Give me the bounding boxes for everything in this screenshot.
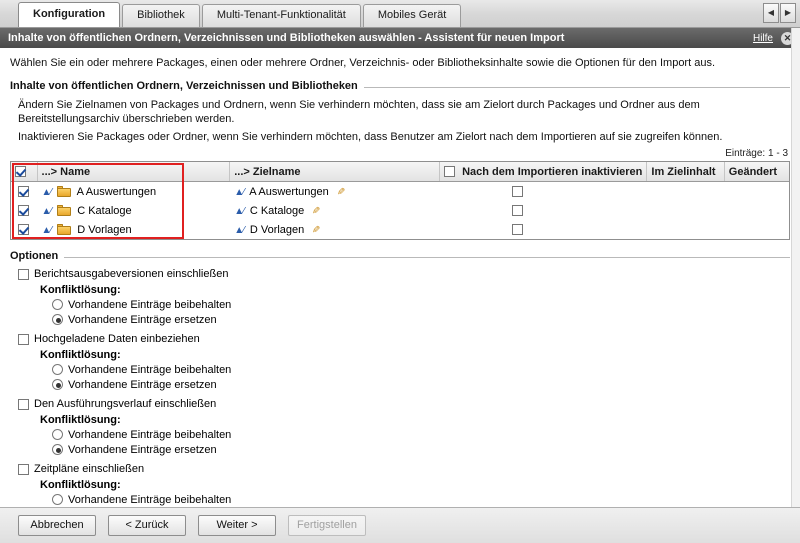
tab-mobiles-geraet[interactable] <box>363 4 461 27</box>
option-label: Berichtsausgabeversionen einschließen <box>34 268 229 280</box>
radio-row-keep[interactable] <box>52 362 790 377</box>
table-row[interactable] <box>11 182 789 202</box>
row-inaktivieren-cell <box>440 201 647 220</box>
radio-replace-label: Vorhandene Einträge ersetzen <box>68 378 217 391</box>
option-row[interactable] <box>18 461 790 477</box>
row-name-label: A Auswertungen <box>76 185 157 198</box>
column-header-geaendert <box>724 162 788 182</box>
row-name-cell <box>37 182 230 202</box>
radio-keep-label: Vorhandene Einträge beibehalten <box>68 428 232 441</box>
row-name-label: C Kataloge <box>77 204 132 217</box>
cancel-button[interactable]: Abbrechen <box>18 515 96 536</box>
radio-keep[interactable] <box>52 429 63 440</box>
radio-row-replace[interactable] <box>52 442 790 457</box>
edit-pencil-icon[interactable]: ✎ <box>312 205 321 217</box>
tab-label: Bibliothek <box>137 9 185 21</box>
option-row[interactable] <box>18 331 790 347</box>
tree-glyph-icon: ▲⁄ <box>234 186 244 198</box>
edit-pencil-icon[interactable]: ✎ <box>336 186 346 198</box>
dialog-footer <box>0 507 800 543</box>
tab-strip <box>0 0 800 28</box>
options-header <box>10 250 790 262</box>
tab-label: Multi-Tenant-Funktionalität <box>216 9 346 21</box>
select-all-header <box>11 162 37 182</box>
option-group-hochgeladene-daten <box>18 331 790 392</box>
column-header-geaendert-label: Geändert <box>728 165 778 178</box>
row-geaendert-cell <box>724 201 788 220</box>
close-icon[interactable]: ✕ <box>781 32 794 45</box>
options-title: Optionen <box>10 250 64 262</box>
tree-glyph-icon: ▲⁄ <box>41 186 52 198</box>
row-geaendert-cell <box>724 220 788 239</box>
option-group-ausfuehrungsverlauf <box>18 396 790 457</box>
row-inaktivieren-checkbox[interactable] <box>512 186 523 197</box>
folder-icon <box>57 186 71 197</box>
finish-button: Fertigstellen <box>288 515 366 536</box>
row-inaktivieren-cell <box>440 182 647 202</box>
option-row[interactable] <box>18 266 790 282</box>
row-select-checkbox[interactable] <box>18 224 29 235</box>
radio-keep-label: Vorhandene Einträge beibehalten <box>68 493 232 506</box>
conflict-label: Konfliktlösung: <box>40 414 121 426</box>
column-header-zielname-label: ...> Zielname <box>234 165 301 178</box>
column-header-zielname[interactable] <box>230 162 440 182</box>
folder-icon <box>57 224 71 235</box>
conflict-label: Konfliktlösung: <box>40 284 121 296</box>
option-label: Zeitpläne einschließen <box>34 463 145 475</box>
row-select-cell <box>11 220 37 239</box>
radio-keep[interactable] <box>52 364 63 375</box>
radio-replace-label: Vorhandene Einträge ersetzen <box>68 443 217 456</box>
inaktivieren-select-all-checkbox[interactable] <box>444 166 455 177</box>
column-header-inaktivieren-label: Nach dem Importieren inaktivieren <box>462 165 643 178</box>
dialog-title: Inhalte von öffentlichen Ordnern, Verzeichnissen und Bibliotheken auswählen - Assistent für neuen Import <box>8 32 565 44</box>
row-zielinhalt-cell <box>647 220 724 239</box>
radio-row-replace[interactable] <box>52 377 790 392</box>
radio-replace-label: Vorhandene Einträge ersetzen <box>68 313 217 326</box>
section-note-line1: Ändern Sie Zielnamen von Packages und Ordnern, wenn Sie verhindern möchten, dass sie am Zielort durch Packages und Ordner aus dem Bereitstellungsarchiv überschrieben werden. <box>18 99 700 125</box>
tab-next-icon[interactable]: ▶ <box>780 3 796 23</box>
dialog-body <box>0 48 800 522</box>
radio-replace[interactable] <box>52 379 63 390</box>
option-checkbox[interactable] <box>18 464 29 475</box>
row-zielname-label: D Vorlagen <box>249 223 305 236</box>
intro-text: Wählen Sie ein oder mehrere Packages, einen oder mehrere Ordner, Verzeichnis- oder Bibliotheksinhalte sowie die Optionen für den Import aus. <box>10 57 715 69</box>
entries-count: Einträge: 1 - 3 <box>725 148 788 159</box>
row-geaendert-cell <box>724 182 788 202</box>
radio-keep-label: Vorhandene Einträge beibehalten <box>68 363 232 376</box>
option-checkbox[interactable] <box>18 399 29 410</box>
tab-navigation <box>763 3 796 23</box>
option-checkbox[interactable] <box>18 269 29 280</box>
tree-glyph-icon: ▲⁄ <box>41 224 52 236</box>
back-button[interactable]: < Zurück <box>108 515 186 536</box>
row-zielname-cell <box>230 220 440 239</box>
tab-label: Mobiles Gerät <box>377 9 447 21</box>
tab-prev-icon[interactable]: ◀ <box>763 3 779 23</box>
table-header-row <box>11 162 789 182</box>
row-zielname-cell <box>230 182 440 202</box>
section-note-line2: Inaktivieren Sie Packages oder Ordner, wenn Sie verhindern möchten, dass Benutzer am Zielort nach dem Importieren auf sie zugreifen können. <box>18 131 723 143</box>
row-name-cell <box>37 201 230 220</box>
radio-keep[interactable] <box>52 299 63 310</box>
section-header <box>10 80 790 92</box>
radio-keep[interactable] <box>52 494 63 505</box>
select-all-checkbox[interactable] <box>15 166 26 177</box>
row-zielname-label: C Kataloge <box>249 204 305 217</box>
column-header-name-label: ...> Name <box>41 165 91 178</box>
table-row[interactable] <box>11 201 789 220</box>
table-row[interactable] <box>11 220 789 239</box>
row-zielinhalt-cell <box>647 182 724 202</box>
row-inaktivieren-cell <box>440 220 647 239</box>
option-group-berichtsausgabeversionen <box>18 266 790 327</box>
vertical-scrollbar[interactable] <box>791 28 800 507</box>
option-label: Den Ausführungsverlauf einschließen <box>34 398 217 410</box>
row-zielname-cell <box>230 201 440 220</box>
option-label: Hochgeladene Daten einbeziehen <box>34 333 200 345</box>
folder-icon <box>57 205 71 216</box>
column-header-zielinhalt-label: Im Zielinhalt <box>651 165 716 178</box>
options-section <box>10 250 790 522</box>
tab-multi-tenant-funktionalitaet[interactable] <box>202 4 361 27</box>
row-select-cell <box>11 201 37 220</box>
tab-bibliothek[interactable] <box>122 4 200 27</box>
edit-pencil-icon[interactable]: ✎ <box>312 224 321 236</box>
row-select-checkbox[interactable] <box>18 205 29 216</box>
radio-replace[interactable] <box>52 314 63 325</box>
radio-row-keep[interactable] <box>52 492 790 507</box>
tree-glyph-icon: ▲⁄ <box>234 224 244 236</box>
radio-keep-label: Vorhandene Einträge beibehalten <box>68 298 232 311</box>
row-zielname-label: A Auswertungen <box>249 185 329 198</box>
row-name-cell <box>37 220 230 239</box>
row-select-cell <box>11 182 37 202</box>
column-header-name[interactable] <box>37 162 230 182</box>
row-inaktivieren-checkbox[interactable] <box>512 205 523 216</box>
row-select-checkbox[interactable] <box>18 186 29 197</box>
content-table <box>10 161 790 240</box>
row-zielinhalt-cell <box>647 201 724 220</box>
section-title: Inhalte von öffentlichen Ordnern, Verzeichnissen und Bibliotheken <box>10 80 364 92</box>
radio-row-keep[interactable] <box>52 427 790 442</box>
option-row[interactable] <box>18 396 790 412</box>
row-name-label: D Vorlagen <box>77 223 132 236</box>
radio-row-keep[interactable] <box>52 297 790 312</box>
tree-glyph-icon: ▲⁄ <box>234 205 244 217</box>
help-link[interactable]: Hilfe <box>752 32 773 44</box>
tab-konfiguration[interactable] <box>18 2 120 27</box>
radio-replace[interactable] <box>52 444 63 455</box>
dialog-title-bar <box>0 28 800 48</box>
conflict-label: Konfliktlösung: <box>40 479 121 491</box>
next-button[interactable]: Weiter > <box>198 515 276 536</box>
tree-glyph-icon: ▲⁄ <box>41 205 52 217</box>
conflict-label: Konfliktlösung: <box>40 349 121 361</box>
tab-label: Konfiguration <box>33 8 106 20</box>
column-header-zielinhalt <box>647 162 724 182</box>
column-header-inaktivieren <box>440 162 647 182</box>
option-checkbox[interactable] <box>18 334 29 345</box>
row-inaktivieren-checkbox[interactable] <box>512 224 523 235</box>
radio-row-replace[interactable] <box>52 312 790 327</box>
